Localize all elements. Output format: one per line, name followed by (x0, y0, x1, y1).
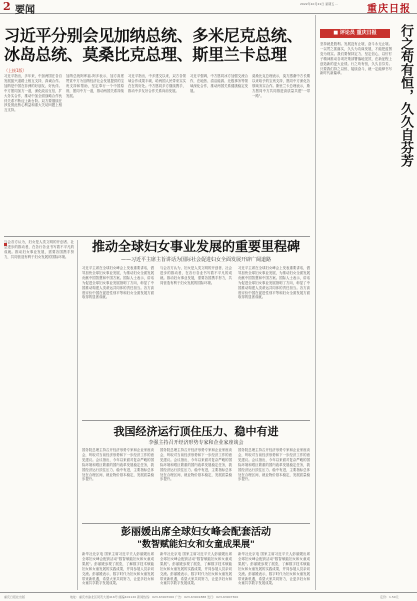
article3-title: 我国经济运行顶住压力、稳中有进 (113, 425, 279, 438)
left-column-body: 与会各方认为，妇女是人类文明的开创者、社会进步的推动者，在各行各业书写着不平凡的成就。推动妇女事业发展，需要各国携手努力，共同营造有利于妇女发展的国际环境。 (4, 240, 74, 259)
article1-col-4: 习近平强调，中方愿同冰方加强交流合作，在地热、清洁能源、北极事务等领域深化合作，推动两国关系健康稳定发展。 (190, 74, 248, 93)
left-column-divider (77, 240, 78, 590)
article2-col-1: 习近平主席在全球妇女峰会上发表重要讲话，倡导加快全球妇女事业发展，为推动妇女全面发展贡献中国智慧和中国方案。国际人士表示，讲话为促进全球妇女事业发展指明了方向，彰显了中国推动构建人类命运共同体的责任担当。各方高度评价中国在促进性别平等和妇女全面发展方面取得的显著成就。 (82, 266, 154, 300)
article1-col-5: 莫桑比克总理表示，莫方感谢中方长期以来给予的宝贵支持，愿同中方深化各领域务实合作。斯里兰卡总理表示，斯方愿同中方共同推进高质量共建"一带一路"。 (252, 74, 310, 98)
article4-col-2: 新华社北京电 国家主席习近平夫人彭丽媛出席全球妇女峰会配套活动"数智赋能妇女和女童成果展"。彭丽媛参观了展览，了解数字技术赋能妇女和女童发展的实践成果，并同参展人员亲切交流。彭丽媛表示，数字时代为妇女和女童发展带来新机遇，希望大家共同努力，让更多妇女和女童共享数字发展成果。 (160, 552, 232, 586)
article3-col-2: 国务院总理主持召开经济形势专家和企业家座谈会，听取对当前经济形势和下一步经济工作的意见建议。会议指出，今年以来面对复杂严峻的国际环境和艰巨繁重的国内改革发展稳定任务，我国经济运行顶住压力、稳中有进，主要指标总体处在合理区间，就业物价基本稳定，发展质量稳步提升。 (160, 448, 232, 482)
footer-price: 定价：1.50元 (380, 595, 399, 599)
section-name: 要闻 (15, 5, 35, 16)
article2-subtitle: ——习近平主席主旨讲话为国际社会促进妇女全面发展开辟广阔道路 (120, 257, 271, 263)
footer-contact: 地址：重庆市渝北区同茂大道416号 邮编401120 新闻热线：023-63907000 广告：023-63901888 发行：023-63907300 (70, 595, 239, 599)
divider-1 (4, 236, 310, 237)
footer-publisher: 重庆日报社出版 (4, 595, 26, 599)
article3-col-1: 国务院总理主持召开经济形势专家和企业家座谈会，听取对当前经济形势和下一步经济工作的意见建议。会议指出，今年以来面对复杂严峻的国际环境和艰巨繁重的国内改革发展稳定任务，我国经济运行顶住压力、稳中有进，主要指标总体处在合理区间，就业物价基本稳定，发展质量稳步提升。 (82, 448, 154, 482)
article1-title-line1: 习近平分别会见加纳总统、多米尼克总统、 (4, 26, 303, 45)
article1-col-2: 加纳总统阿库福-阿多表示，加方高度赞赏中方为加纳经济社会发展提供的宝贵支持和帮助，坚定奉行一个中国原则，愿同中方一道，推动两国关系持续发展。 (66, 74, 124, 98)
commentary-body: 坚持就是胜利。发展没有止境，奋斗永无止境。一以贯之抓落实，久久为功谋发展，才能把蓝图变为现实。我们要保持定力、坚定信心，以钉钉子精神推动各项决策部署落地见效，在新征程上创造新的更大业绩。行之苟有恒，久久自芬芳。只要我们持之以恒、接续奋斗，就一定能够书写新时代新篇章。 (320, 42, 392, 76)
commentary-divider (315, 15, 316, 590)
article4-title: 彭丽媛出席全球妇女峰会配套活动 (121, 527, 271, 538)
issue-meta: 2022年10月21日 星期五 … (300, 2, 339, 6)
divider-2 (82, 420, 310, 421)
article3-col-3: 国务院总理主持召开经济形势专家和企业家座谈会，听取对当前经济形势和下一步经济工作的意见建议。会议指出，今年以来面对复杂严峻的国际环境和艰巨繁重的国内改革发展稳定任务，我国经济运行顶住压力、稳中有进，主要指标总体处在合理区间，就业物价基本稳定，发展质量稳步提升。 (238, 448, 310, 482)
page-number: 2 (3, 0, 11, 13)
commentary-title: 行之苟有恒，久久自芬芳 (398, 24, 413, 167)
divider-3 (82, 523, 310, 524)
newspaper-logo: 重庆日报 (367, 4, 411, 15)
article1-title-line2: 冰岛总统、莫桑比克总理、斯里兰卡总理 (4, 45, 287, 64)
article4-col-3: 新华社北京电 国家主席习近平夫人彭丽媛出席全球妇女峰会配套活动"数智赋能妇女和女童成果展"。彭丽媛参观了展览，了解数字技术赋能妇女和女童发展的实践成果，并同参展人员亲切交流。彭丽媛表示，数字时代为妇女和女童发展带来新机遇，希望大家共同努力，让更多妇女和女童共享数字发展成果。 (238, 552, 310, 586)
article1-col-1: 习近平指出，多年来，中加两国在各自发展振兴道路上相互支持，真诚合作。加纳是中国在非洲的好朋友、好伙伴。中方愿同加方一道，深化政治互信，扩大务实合作，推动中加全面战略合作伙伴关系不断迈上新台阶。双方要继续在涉及彼此核心利益和重大关切问题上相互支持。 (4, 74, 62, 113)
article4-col-1: 新华社北京电 国家主席习近平夫人彭丽媛出席全球妇女峰会配套活动"数智赋能妇女和女童成果展"。彭丽媛参观了展览，了解数字技术赋能妇女和女童发展的实践成果，并同参展人员亲切交流。彭丽媛表示，数字时代为妇女和女童发展带来新机遇，希望大家共同努力，让更多妇女和女童共享数字发展成果。 (82, 552, 154, 586)
article2-col-2: 与会各方认为，妇女是人类文明的开创者、社会进步的推动者，在各行各业书写着不平凡的成就。推动妇女事业发展，需要各国携手努力，共同营造有利于妇女发展的国际环境。 (160, 266, 232, 285)
article2-title: 推动全球妇女事业发展的重要里程碑 (91, 240, 300, 255)
article4-subtitle: "数智赋能妇女和女童成果展" (137, 540, 255, 550)
article1-col-3: 习近平指出，中多建交以来，双方各领域合作成果丰硕，给两国人民带来实实在在的好处。中方愿同多方继续携手，推动中多友好合作关系向前发展。 (128, 74, 186, 93)
article2-col-3: 习近平主席在全球妇女峰会上发表重要讲话，倡导加快全球妇女事业发展，为推动妇女全面发展贡献中国智慧和中国方案。国际人士表示，讲话为促进全球妇女事业发展指明了方向，彰显了中国推动构建人类命运共同体的责任担当。各方高度评价中国在促进性别平等和妇女全面发展方面取得的显著成就。 (238, 266, 310, 300)
page-header (0, 0, 417, 14)
commentary-tag: ■ 评论员 重庆日报 (320, 29, 390, 38)
article3-subtitle: 李强主持召开经济形势专家和企业家座谈会 (148, 440, 244, 446)
article1-credit: （上接1版） (4, 68, 27, 73)
